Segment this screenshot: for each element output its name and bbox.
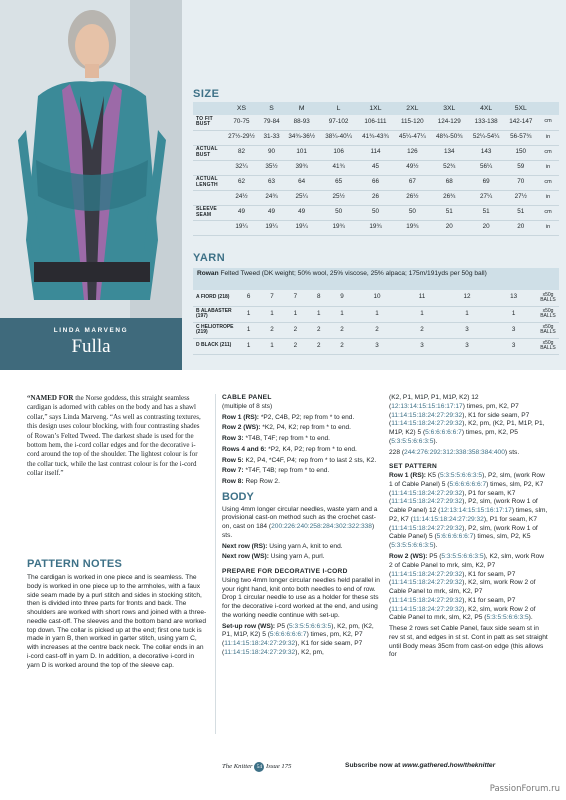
sizes: 5:3:5:5:6:6:3:5 (391, 437, 434, 445)
yarn-spec: Felted Tweed (DK weight; 50% wool, 25% viscose, 25% alpaca; 175m/191yds per 50g ball) (218, 270, 487, 277)
cable-row-label: Row 2 (WS): (222, 424, 261, 432)
size-row (193, 220, 559, 235)
size-row (193, 130, 559, 145)
size-cell: 27½-29½ (223, 130, 260, 145)
size-row-label: ACTUAL LENGTH (193, 175, 223, 190)
pattern-title: Fulla (71, 336, 111, 357)
size-cell: 50 (320, 205, 357, 220)
sizes: 11:14:15:18:24:27:29:32 (391, 420, 463, 428)
t: P5 ( (427, 553, 442, 561)
yarn-cell: 3 (490, 322, 537, 338)
size-cell: 25½ (320, 190, 357, 205)
size-cell: 49 (283, 205, 320, 220)
pattern-notes-text: The cardigan is worked in one piece and is seamless. The body is worked in one piece up to the armholes, with a faux side seam made by a purl stitch and sides in stocking stitch, then is divided into three parts for fronts and back. The shoulders are worked with short rows and joined with a three-needle cast-off. The sleeves and the bottom band are worked top down. The collar is picked up at the end; first one tuck is made in yarn B, then worked in garter stitch, using yarn C, with increases at the centre back neck. The collar ends in an i-cord cast-off in yarn D. In addition, a decorative i-cord in yarn D is worked around the top of the sleeve cap. (27, 574, 207, 669)
row-label: Row 2 (WS): (389, 553, 428, 561)
size-cell: 115-120 (394, 115, 431, 130)
row-text: P5 ( (275, 622, 290, 630)
yarn-cell: 1 (444, 306, 491, 322)
yarn-cell: 1 (237, 322, 260, 338)
size-unit: cm (537, 205, 559, 220)
s: 11:14:15:18:24:27:29:32 (391, 524, 463, 532)
size-yarn-panel (182, 0, 566, 370)
size-cell: 63 (260, 175, 283, 190)
yarn-cell: 13 (490, 290, 537, 306)
yarn-cell: 3 (444, 338, 491, 354)
size-row (193, 160, 559, 175)
size-cell: 106 (320, 145, 357, 160)
size-cell: 41¾ (320, 160, 357, 175)
cable-row-text: *P2, K4, P2; rep from * to end. (266, 445, 357, 453)
row-label: Next row (RS): (222, 542, 268, 550)
size-cell: 67 (394, 175, 431, 190)
size-cell: 25¼ (283, 190, 320, 205)
cable-row (222, 467, 380, 476)
size-cell: 20 (468, 220, 505, 235)
s: 5:6:6:6:6:6:7 (449, 480, 487, 488)
yarn-cell: 2 (354, 322, 401, 338)
size-col: 1XL (357, 102, 394, 115)
text: ). (433, 437, 438, 445)
size-cell: 101 (283, 145, 320, 160)
sizes: 244:276:292:312:338:358:384:400 (404, 448, 505, 456)
size-cell: 35½ (260, 160, 283, 175)
size-cell: 19¼ (260, 220, 283, 235)
setup-row (222, 623, 380, 658)
row-sizes: 11:14:15:18:24:27:29:32 (224, 649, 296, 656)
size-cell: 114 (357, 145, 394, 160)
s: 11:14:15:18:24:27:29:32 (391, 596, 463, 604)
intro-text (27, 394, 207, 478)
yarn-shade-label: A FIORD (218) (193, 290, 237, 306)
footer-subscribe (345, 762, 495, 769)
row-label: Next row (WS): (222, 553, 269, 561)
watermark: PassionForum.ru (489, 784, 560, 794)
size-cell: 38¼-40¼ (320, 130, 357, 145)
set-row-2 (389, 553, 549, 623)
size-heading: SIZE (193, 88, 220, 100)
cable-row-label: Row 1 (RS): (222, 413, 259, 421)
size-cell: 27¼ (468, 190, 505, 205)
text: ), K2, pm, (K2, P1, M1P, P1, M1P, K2) 5 ( (389, 420, 545, 437)
size-cell: 49 (260, 205, 283, 220)
size-unit: in (537, 220, 559, 235)
cable-row-label: Row 7: (222, 467, 244, 475)
size-cell: 51 (431, 205, 468, 220)
prepare-icord-heading: PREPARE FOR DECORATIVE I-CORD (222, 568, 348, 576)
size-cell: 134 (431, 145, 468, 160)
row-label: Row 1 (RS): (389, 472, 426, 480)
body-sizes: 200:226:240:258:284:302:322:338 (271, 523, 372, 531)
cable-row-text: Rep Row 2. (243, 478, 280, 486)
cable-row-text: *K2, P4, K2; rep from * to end. (260, 424, 351, 432)
yarn-cell: 6 (237, 290, 260, 306)
t: ), K2, slm, work Row 2 of Cable Panel to mrk, slm, K2, P7 ( (389, 579, 536, 604)
page-number: 54 (254, 762, 264, 772)
next-row-rs (222, 543, 380, 552)
size-col: 3XL (431, 102, 468, 115)
size-col: XS (223, 102, 260, 115)
size-col: M (283, 102, 320, 115)
yarn-cell: 2 (260, 322, 283, 338)
size-cell: 49½ (394, 160, 431, 175)
size-col: 5XL (505, 102, 537, 115)
size-cell: 88-93 (283, 115, 320, 130)
s: 5:3:5:5:6:6:3:5 (486, 614, 529, 622)
size-col: 2XL (394, 102, 431, 115)
cable-panel-heading: CABLE PANEL (222, 394, 272, 401)
s: 5:3:5:5:6:6:3:5 (439, 472, 483, 480)
cable-row (222, 478, 380, 487)
size-table (193, 102, 559, 236)
size-cell: 19¼ (283, 220, 320, 235)
yarn-unit: x50g BALLS (537, 322, 559, 338)
size-unit: in (537, 160, 559, 175)
size-cell: 48¾-50¾ (431, 130, 468, 145)
yarn-cell: 2 (307, 338, 330, 354)
subscribe-link[interactable]: www.gathered.how/theknitter (402, 762, 496, 769)
yarn-cell: 2 (284, 338, 307, 354)
size-cell: 34¾-36½ (283, 130, 320, 145)
s: 11:14:15:18:24:27:29:32 (412, 515, 484, 523)
yarn-cell: 12 (444, 290, 491, 306)
size-cell: 19¼ (223, 220, 260, 235)
size-row-label: TO FIT BUST (193, 115, 223, 130)
yarn-cell: 1 (307, 306, 330, 322)
size-header-blank (193, 102, 223, 115)
yarn-unit: x50g BALLS (537, 338, 559, 354)
t: ), K2, slm, work Row 2 of Cable Panel to mrk, slm, K2, P5 ( (389, 605, 536, 622)
size-cell: 59 (505, 160, 537, 175)
yarn-cell: 1 (237, 306, 260, 322)
size-cell: 56¼ (468, 160, 505, 175)
size-cell: 45 (357, 160, 394, 175)
size-cell: 79-84 (260, 115, 283, 130)
size-unit: in (537, 190, 559, 205)
text: ) times, pm, K2, P5 ( (389, 429, 518, 445)
size-row-label (193, 220, 223, 235)
size-cell: 126 (394, 145, 431, 160)
size-cell: 68 (431, 175, 468, 190)
yarn-shade-label: B ALABASTER (197) (193, 306, 237, 322)
yarn-cell: 1 (237, 338, 260, 354)
size-cell: 20 (431, 220, 468, 235)
model-illustration (0, 0, 182, 318)
setup-continued (389, 394, 549, 447)
s: 11:14:15:18:24:27:29:32 (391, 570, 463, 578)
size-header-blank (537, 102, 559, 115)
yarn-cell: 2 (330, 338, 353, 354)
row-label: Set-up row (WS): (222, 622, 276, 630)
size-cell: 90 (260, 145, 283, 160)
size-cell: 82 (223, 145, 260, 160)
size-cell: 45¼-47¼ (394, 130, 431, 145)
yarn-cell: 1 (260, 306, 283, 322)
size-unit: cm (537, 175, 559, 190)
designer-name: LINDA MARVENG (53, 327, 129, 334)
size-cell: 32¼ (223, 160, 260, 175)
s: 11:14:15:18:24:27:29:32 (391, 579, 463, 587)
size-cell: 124-129 (431, 115, 468, 130)
yarn-cell: 3 (400, 338, 443, 354)
size-cell: 150 (505, 145, 537, 160)
size-unit: cm (537, 115, 559, 130)
size-cell: 70 (505, 175, 537, 190)
size-header-row (193, 102, 559, 115)
t: ) times, slm, P2, K5 ( (389, 533, 531, 550)
size-cell: 49 (223, 205, 260, 220)
size-cell: 62 (223, 175, 260, 190)
row-sizes: 11:14:15:18:24:27:29:32 (224, 640, 296, 648)
body-heading: BODY (222, 490, 254, 503)
yarn-cell: 2 (330, 322, 353, 338)
intro-body: the Norse goddess, this straight seamless cardigan is adorned with cables on the body and has a shawl collar,” says Linda Marveng. “As well as contrasting textures, this design uses colour blocking, with four contrasting shades of Rowan’s Felted Tweed. The darkest shade is used for the bottom hem, the i-cord collar edges and for the decorative i-cord around the top of the shoulder. The lightest colour is for the collar tuck, while the last contrast colour is for the i-cord collar itself.” (27, 394, 201, 477)
size-cell: 24½ (223, 190, 260, 205)
yarn-cell: 1 (400, 306, 443, 322)
yarn-cell: 1 (284, 306, 307, 322)
cable-row-text: *P2, C4B, P2; rep from * to end. (259, 413, 355, 421)
size-cell: 26 (357, 190, 394, 205)
s: 11:14:15:18:24:27:29:32 (391, 498, 463, 506)
yarn-cell: 3 (490, 338, 537, 354)
yarn-heading: YARN (193, 252, 226, 264)
intro-lead: “NAMED FOR (27, 394, 74, 402)
size-cell: 19¾ (320, 220, 357, 235)
s: 11:14:15:18:24:27:29:32 (391, 489, 463, 497)
row-text: Using yarn A, knit to end. (267, 542, 343, 550)
prepare-icord-text: Using two 4mm longer circular needles held parallel in your right hand, knit onto both needles to end of row. Drop 1 circular needle to use as a holder for these sts for the decorative i-cord worked at the end, and using the working needle continue with set-up. (222, 576, 380, 619)
t: ), K2, slm, work Row 2 of Cable Panel to mrk, slm, K2, P7 ( (389, 553, 545, 578)
yarn-row (193, 322, 559, 338)
text: ), K1 for side seam, P7 ( (389, 411, 530, 428)
s: 5:3:5:5:6:6:3:5 (441, 553, 484, 561)
size-cell: 142-147 (505, 115, 537, 130)
size-cell: 70-75 (223, 115, 260, 130)
yarn-cell: 3 (354, 338, 401, 354)
yarn-cell: 11 (400, 290, 443, 306)
size-cell: 106-111 (357, 115, 394, 130)
size-unit: in (537, 130, 559, 145)
subscribe-text: Subscribe now at (345, 762, 403, 769)
cable-row (222, 435, 380, 444)
t: ), K1 for seam, P7 ( (389, 570, 516, 587)
row-sizes: 5:6:6:6:6:6:7 (269, 631, 307, 639)
yarn-description (193, 268, 559, 290)
sizes: 12:13:14:15:15:16:17:17 (391, 402, 463, 410)
size-col: S (260, 102, 283, 115)
size-cell: 51 (468, 205, 505, 220)
yarn-unit: x50g BALLS (537, 306, 559, 322)
size-cell: 51 (505, 205, 537, 220)
size-row (193, 190, 559, 205)
size-row-label (193, 130, 223, 145)
text: ) sts. (504, 448, 520, 456)
size-row (193, 205, 559, 220)
cable-row (222, 457, 380, 466)
cable-panel-sub: (multiple of 8 sts) (222, 402, 273, 410)
t: ) times, slm, P2, K7 ( (389, 507, 548, 523)
yarn-cell: 1 (330, 306, 353, 322)
size-cell: 19¾ (357, 220, 394, 235)
size-row (193, 175, 559, 190)
size-cell: 56-57¾ (505, 130, 537, 145)
s: 5:6:6:6:6:6:7 (436, 533, 474, 541)
yarn-cell: 2 (284, 322, 307, 338)
cable-rows (222, 414, 380, 487)
size-cell: 97-102 (320, 115, 357, 130)
yarn-cell: 1 (354, 306, 401, 322)
size-cell: 133-138 (468, 115, 505, 130)
yarn-row (193, 306, 559, 322)
size-cell: 52¾ (431, 160, 468, 175)
t: ), P1 for seam, K7 ( (389, 515, 537, 532)
row-text: ), K2, pm, (295, 649, 324, 656)
yarn-table (193, 290, 559, 355)
size-cell: 19¾ (394, 220, 431, 235)
t: ), P2, slm, (work Row 1 of Cable Panel) 5 ( (389, 524, 538, 541)
size-cell: 50 (357, 205, 394, 220)
cable-row-text: *T4F, T4B; rep from * to end. (243, 467, 330, 475)
pattern-notes-heading: PATTERN NOTES (27, 558, 123, 570)
row-sizes: 5:3:5:5:6:6:3:5 (289, 622, 332, 630)
size-row (193, 115, 559, 130)
yarn-shade-label: C HELIOTROPE (219) (193, 322, 237, 338)
size-cell: 39¾ (283, 160, 320, 175)
yarn-cell: 9 (330, 290, 353, 306)
sizes: 11:14:15:18:24:27:29:32 (391, 411, 463, 419)
set-row-1 (389, 472, 549, 551)
column-cable-body (222, 394, 380, 660)
size-cell: 66 (357, 175, 394, 190)
yarn-cell: 1 (260, 338, 283, 354)
cable-row-text: K2, P4, *C4F, P4; rep from * to last 2 sts, K2. (243, 456, 377, 464)
pattern-title-box (0, 318, 182, 370)
cable-row-label: Rows 4 and 6: (222, 445, 267, 453)
s: 5:3:5:5:6:6:3:5 (391, 542, 434, 550)
size-cell: 65 (320, 175, 357, 190)
size-cell: 50 (394, 205, 431, 220)
size-col: 4XL (468, 102, 505, 115)
size-row-label (193, 160, 223, 175)
t: ), P2, slm, (work Row 1 of Cable Panel) 5 ( (389, 472, 545, 488)
size-row-label (193, 190, 223, 205)
body-para (222, 506, 380, 541)
size-col: L (320, 102, 357, 115)
size-cell: 64 (283, 175, 320, 190)
sizes: 5:6:6:6:6:6:7 (425, 429, 462, 437)
size-unit: cm (537, 145, 559, 160)
cable-row-label: Row 3: (222, 435, 244, 443)
size-cell: 143 (468, 145, 505, 160)
t: ), P1 for seam, K7 ( (389, 489, 516, 506)
s: 12:13:14:15:15:16:17:17 (440, 507, 512, 515)
yarn-shade-label: D BLACK (211) (193, 338, 237, 354)
size-row-label: SLEEVE SEAM (193, 205, 223, 220)
yarn-cell: 8 (307, 290, 330, 306)
size-cell: 69 (468, 175, 505, 190)
size-cell: 26¾ (431, 190, 468, 205)
issue-number: Issue 175 (266, 763, 292, 770)
footer-magazine (222, 762, 291, 772)
text: 228 ( (389, 448, 405, 456)
yarn-cell: 2 (400, 322, 443, 338)
row-text: ), K2, pm, (K2, P1, M1P, K2) 5 ( (222, 622, 374, 639)
t: K5 ( (426, 472, 440, 480)
row-text: Using yarn A, purl. (268, 553, 325, 561)
row-text: ), K1 for side seam, P7 ( (222, 640, 363, 656)
size-cell: 26½ (394, 190, 431, 205)
size-cell: 27½ (505, 190, 537, 205)
t: ). (433, 542, 438, 550)
stitch-count (389, 449, 549, 458)
cable-row (222, 414, 380, 423)
yarn-unit: x50g BALLS (537, 290, 559, 306)
size-cell: 41¾-43¾ (357, 130, 394, 145)
model-photo (0, 0, 182, 318)
size-row-label: ACTUAL BUST (193, 145, 223, 160)
body-text: ) sts. (222, 523, 375, 539)
cable-row (222, 446, 380, 455)
yarn-cell: 7 (284, 290, 307, 306)
t: ) times, slm, P2, K7 ( (389, 480, 544, 497)
yarn-cell: 10 (354, 290, 401, 306)
yarn-cell: 2 (307, 322, 330, 338)
size-cell: 52¼-54¼ (468, 130, 505, 145)
t: ). (528, 614, 533, 622)
body-text: Using 4mm longer circular needles, waste yarn and a provisional cast-on method such as the crochet cast-on, cast on 184 ( (222, 505, 378, 531)
t: ), K1 for seam, P7 ( (389, 596, 516, 613)
s: 11:14:15:18:24:27:29:32 (391, 605, 463, 613)
yarn-row (193, 338, 559, 354)
text: (K2, P1, M1P, P1, M1P, K2) 12 ( (389, 394, 479, 410)
size-row (193, 145, 559, 160)
magazine-name: The Knitter (222, 763, 253, 770)
row-text: ) times, pm, K2, P7 ( (222, 631, 363, 648)
set-pattern-heading: SET PATTERN (389, 463, 438, 471)
cable-row-text: *T4B, T4F; rep from * to end. (243, 435, 330, 443)
column-divider (215, 394, 216, 734)
yarn-brand: Rowan (197, 270, 219, 277)
yarn-cell: 1 (490, 306, 537, 322)
cable-row-label: Row 5: (222, 456, 244, 464)
t: ), P2, slm, (work Row 1 of Cable Panel) 12 ( (389, 498, 538, 515)
yarn-cell: 7 (260, 290, 283, 306)
size-cell: 24¾ (260, 190, 283, 205)
column-set-pattern (389, 394, 549, 662)
text: ) times, pm, K2, P7 ( (389, 402, 519, 419)
cable-row (222, 424, 380, 433)
next-row-ws (222, 553, 380, 562)
yarn-cell: 3 (444, 322, 491, 338)
pattern-continue: These 2 rows set Cable Panel, faux side seam st in rev st st, and edges in st st. Cont in patt as set straight until Body meas 35cm from cast-on edge (this allows for (389, 625, 548, 659)
cable-row-label: Row 8: (222, 478, 244, 486)
size-cell: 31-33 (260, 130, 283, 145)
size-cell: 20 (505, 220, 537, 235)
yarn-row (193, 290, 559, 306)
